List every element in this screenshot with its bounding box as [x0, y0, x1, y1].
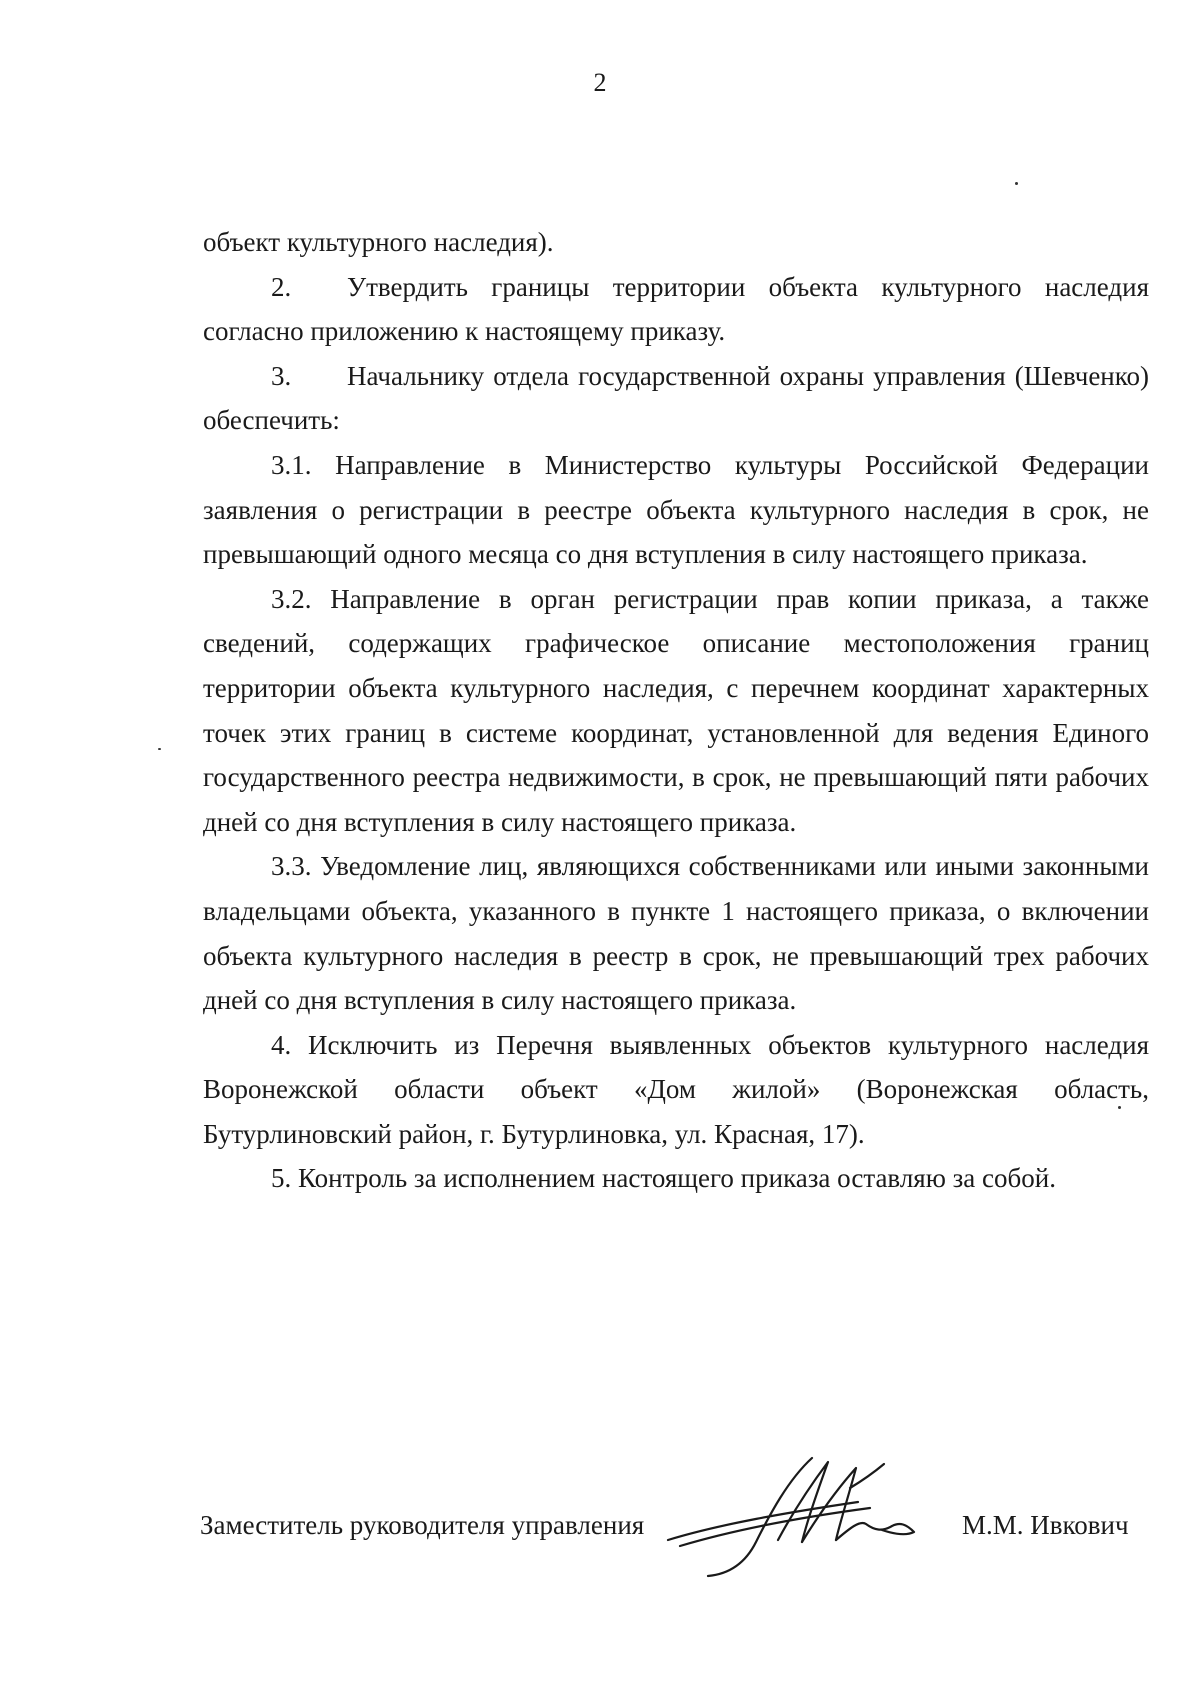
paragraph-4: 4. Исключить из Перечня выявленных объектов культурного наследия Воронежской области объект «Дом жилой» (Воронежская область, Бутурлиновский район, г. Бутурлиновка, ул. Красная, 17).	[203, 1029, 1149, 1149]
paragraph-3-2: 3.2. Направление в орган регистрации прав копии приказа, а также сведений, содержащих графическое описание местоположения границ территории объекта культурного наследия, с перечнем координат характерных точек этих границ в системе координат, установленной для ведения Единого государственного реестра недвижимости, в срок, не превышающий пяти рабочих дней со дня вступления в силу настоящего приказа.	[203, 583, 1149, 837]
paragraph-3-number: 3.	[271, 360, 292, 391]
paragraph-2-text: Утвердить границы территории объекта культурного наследия согласно приложению к настоящему приказу.	[203, 271, 1149, 347]
signatory-name: М.М. Ивкович	[962, 1510, 1129, 1540]
paragraph-3-1: 3.1. Направление в Министерство культуры Российской Федерации заявления о регистрации в реестре объекта культурного наследия в срок, не превышающий одного месяца со дня вступления в силу настоящего приказа.	[203, 449, 1149, 570]
paragraph-2	[203, 265, 1149, 354]
paragraph-3-3: 3.3. Уведомление лиц, являющихся собственниками или иными законными владельцами объекта, указанного в пункте 1 настоящего приказа, о включении объекта культурного наследия в реестр в срок, не превышающий трех рабочих дней со дня вступления в силу настоящего приказа.	[203, 851, 1149, 1016]
scan-speck	[1118, 1106, 1121, 1109]
page-number: 2	[593, 68, 607, 97]
handwritten-signature	[660, 1428, 960, 1578]
signatory-title: Заместитель руководителя управления	[200, 1510, 645, 1540]
paragraph-2-number: 2.	[271, 271, 292, 302]
document-body	[203, 220, 1149, 1201]
paragraph-3	[203, 354, 1149, 443]
paragraph-5: 5. Контроль за исполнением настоящего приказа оставляю за собой.	[271, 1163, 1056, 1194]
signature-block	[200, 1428, 1160, 1618]
scan-speck	[1015, 182, 1018, 185]
scan-speck	[158, 748, 161, 750]
paragraph-3-text: Начальнику отдела государственной охраны управления (Шевченко) обеспечить:	[203, 360, 1149, 436]
paragraph-1-continuation: объект культурного наследия).	[203, 227, 554, 257]
